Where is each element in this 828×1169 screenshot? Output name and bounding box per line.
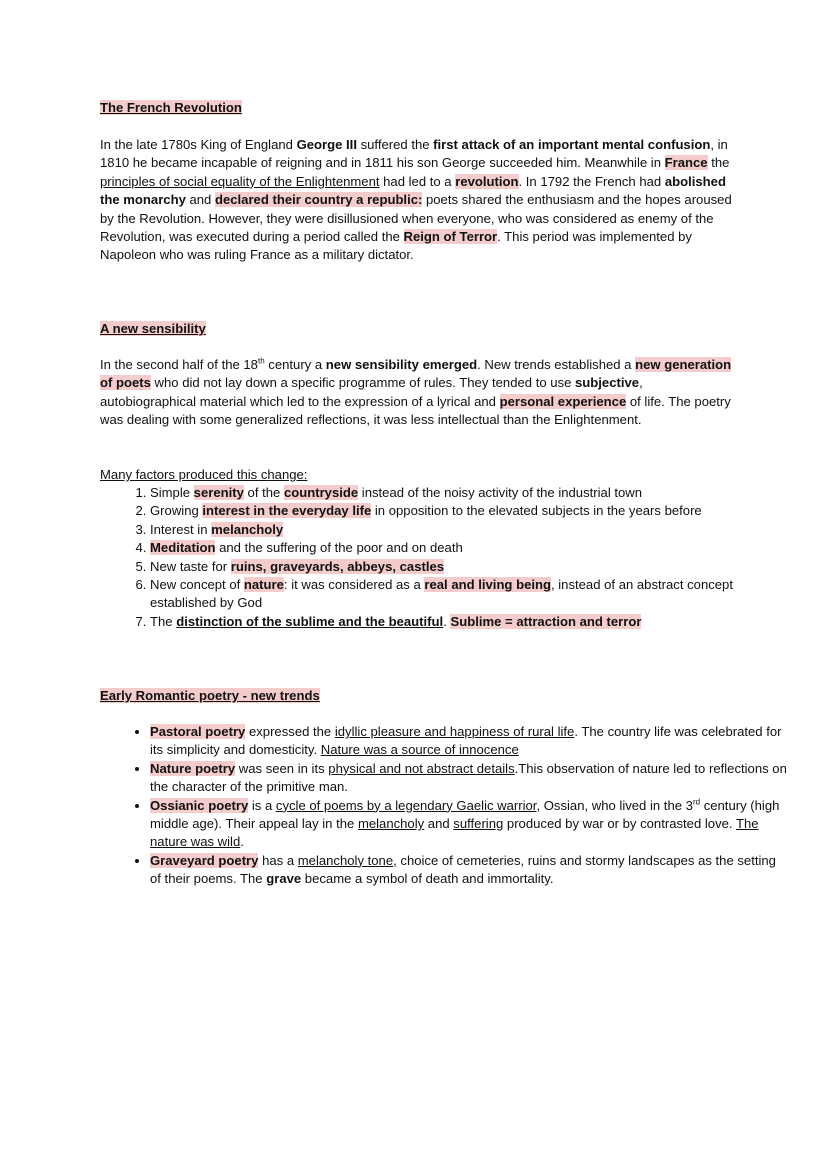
list-item: 1. Simple serenity of the countryside instead of the noisy activity of the industrial town [150, 484, 790, 502]
heading-french-revolution: The French Revolution [100, 100, 242, 115]
paragraph-french-revolution: In the late 1780s King of England George III suffered the first attack of an important mental confusion, in 1810 he became incapable of reigning and in 1811 his son George succeeded him. Meanwhile in France the principles of social equality of the Enlightenment had led to a revolution. In 1792 the French had abolished the monarchy and declared their country a republic: poets shared the enthusiasm and the hopes aroused by the Revolution. However, they were disillusioned when everyone, who was considered as enemy of the Revolution, was executed during a period called the Reign of Terror. This period was implemented by Napoleon who was ruling France as a military dictator. [100, 137, 732, 263]
list-item: 4. Meditation and the suffering of the poor and on death [150, 539, 790, 557]
list-item: • Ossianic poetry is a cycle of poems by a legendary Gaelic warrior, Ossian, who lived in the 3rd century (high middle age). Their appeal lay in the melancholy and suffering produced by war or by contrasted love. The nature was wild. [150, 797, 790, 852]
list-item: • Nature poetry was seen in its physical and not abstract details.This observation of nature led to reflections on the character of the primitive man. [150, 760, 790, 797]
list-item: • Graveyard poetry has a melancholy tone, choice of cemeteries, ruins and stormy landscapes as the setting of their poems. The grave became a symbol of death and immortality. [150, 852, 790, 889]
list-item: 3. Interest in melancholy [150, 521, 790, 539]
paragraph-new-sensibility: In the second half of the 18th century a new sensibility emerged. New trends established a new generation of poets who did not lay down a specific programme of rules. They tended to use subjective, autobiographical material which led to the expression of a lyrical and personal experience of life. The poetry was dealing with some generalized reflections, it was less intellectual than the Enlightenment. [100, 356, 732, 428]
list-item: 6. New concept of nature: it was considered as a real and living being, instead of an abstract concept established by God [150, 576, 790, 613]
list-item: 5. New taste for ruins, graveyards, abbeys, castles [150, 558, 790, 576]
list-item: 7. The distinction of the sublime and the beautiful. Sublime = attraction and terror [150, 613, 790, 631]
list-item: • Pastoral poetry expressed the idyllic pleasure and happiness of rural life. The country life was celebrated for its simplicity and domesticity. Nature was a source of innocence [150, 723, 790, 760]
poetry-trends-list [100, 723, 790, 889]
heading-early-romantic-poetry: Early Romantic poetry - new trends [100, 688, 320, 703]
heading-new-sensibility: A new sensibility [100, 321, 206, 336]
list-item: 2. Growing interest in the everyday life in opposition to the elevated subjects in the years before [150, 502, 790, 520]
factors-title: Many factors produced this change: [100, 467, 308, 482]
factors-list [100, 484, 790, 631]
